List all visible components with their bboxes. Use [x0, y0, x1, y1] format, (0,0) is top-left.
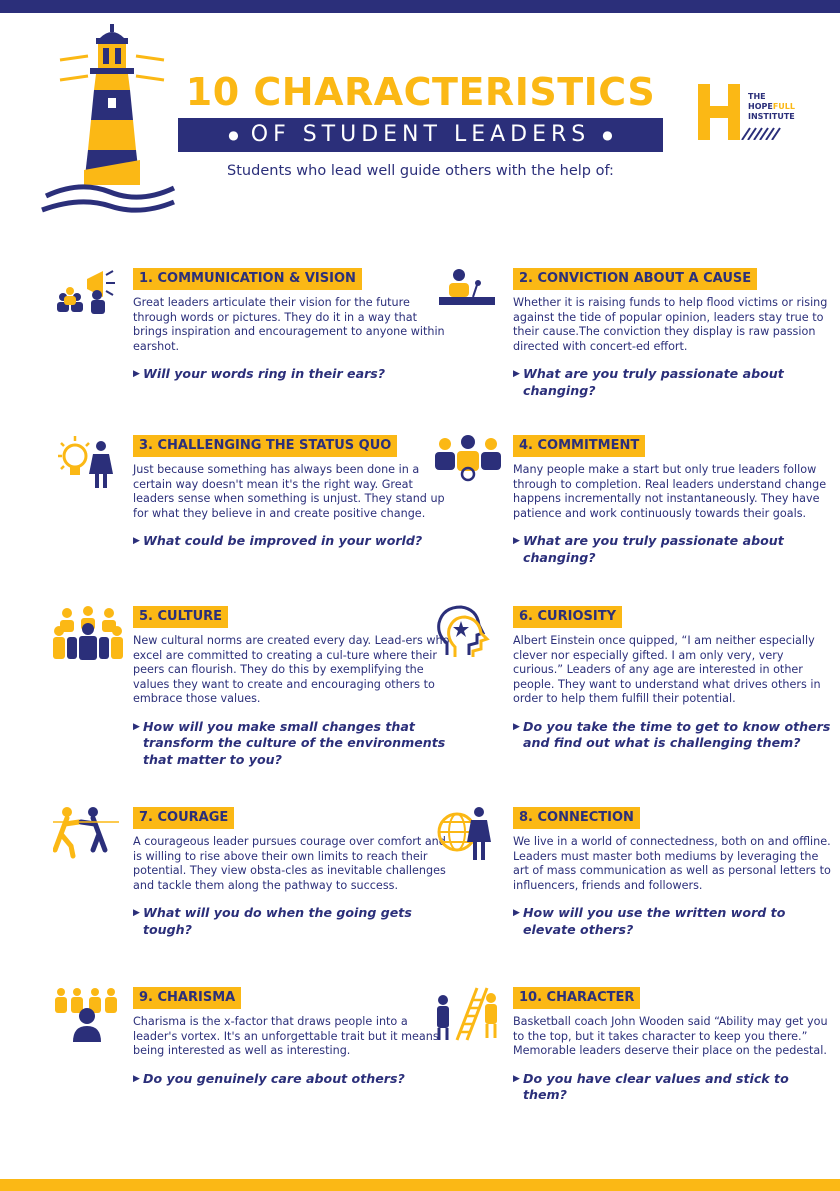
bottom-bar — [0, 1179, 840, 1191]
characteristic-card-9 — [133, 986, 453, 1087]
logo-line-3: INSTITUTE — [748, 112, 795, 121]
subtitle-text: OF STUDENT LEADERS — [250, 122, 591, 147]
top-bar — [0, 0, 840, 13]
page-title: 10 CHARACTERISTICS — [185, 70, 656, 114]
logo-full: FULL — [772, 102, 795, 111]
card-heading: 10. CHARACTER — [513, 987, 640, 1009]
megaphone-audience-icon — [53, 267, 123, 325]
characteristic-card-2 — [513, 267, 833, 399]
card-question — [133, 533, 453, 550]
speaker-podium-icon — [433, 267, 503, 325]
card-body: We live in a world of connectedness, both on and offline. Leaders must master both mediums by leveraging the art of mass communication as well as personal letters to influencers, friends and followers. — [513, 835, 831, 892]
card-question — [513, 366, 833, 399]
card-body: New cultural norms are created every day. Lead-ers who excel are committed to creating a cul-ture where their peers can flourish. They do this by exemplifying the values they want to create and encouraging others to embrace those values. — [133, 634, 450, 706]
card-heading: 6. CURIOSITY — [513, 606, 622, 628]
card-question — [513, 719, 833, 752]
logo-hope: HOPE — [748, 102, 773, 111]
arrow-right-icon: ▶ — [513, 721, 520, 732]
arrow-right-icon: ▶ — [133, 908, 140, 919]
card-heading: 8. CONNECTION — [513, 807, 640, 829]
crowd-leader-icon — [53, 986, 123, 1044]
tug-of-war-icon — [53, 806, 123, 864]
bullet-dot-icon: ● — [602, 128, 613, 142]
arrow-right-icon: ▶ — [513, 908, 520, 919]
head-star-icon — [433, 605, 503, 663]
arrow-right-icon: ▶ — [513, 369, 520, 380]
arrow-right-icon: ▶ — [513, 536, 520, 547]
characteristic-card-10 — [513, 986, 833, 1104]
card-heading: 3. CHALLENGING THE STATUS QUO — [133, 435, 397, 457]
question-text: What are you truly passionate about changing? — [523, 533, 784, 565]
card-heading: 1. COMMUNICATION & VISION — [133, 268, 362, 290]
card-body: Just because something has always been done in a certain way doesn't mean it's the right way. Great leaders sense when something is unjust. They stand up for what they believe in and create positive change. — [133, 463, 445, 520]
card-question — [513, 533, 833, 566]
arrow-right-icon: ▶ — [513, 1073, 520, 1084]
characteristic-card-1 — [133, 267, 453, 383]
card-body: Albert Einstein once quipped, “I am neither especially clever nor especially gifted. I am only very, very curious.” Leaders of any age are interested in other people. They want to understand what drives others in order to help them fulfill their potential. — [513, 634, 821, 706]
page-subtitle — [178, 118, 663, 152]
globe-person-icon — [433, 806, 503, 864]
characteristic-card-5 — [133, 605, 453, 768]
card-body: Whether it is raising funds to help flood victims or rising against the tide of popular opinion, leaders stay true to their cause.The conviction they display is raw passion directed with concert-ed effort. — [513, 296, 828, 353]
characteristic-card-4 — [513, 434, 833, 566]
question-text: What could be improved in your world? — [143, 533, 423, 549]
question-text: How will you make small changes that transform the culture of the environments that matter to you? — [143, 718, 446, 767]
lighthouse-icon — [40, 20, 180, 220]
question-text: Do you take the time to get to know others and find out what is challenging them? — [523, 718, 831, 751]
card-heading: 7. COURAGE — [133, 807, 234, 829]
card-question — [133, 1071, 453, 1088]
card-heading: 5. CULTURE — [133, 606, 228, 628]
question-text: Do you genuinely care about others? — [143, 1070, 405, 1086]
team-medal-icon — [433, 434, 503, 492]
card-body: Charisma is the x-factor that draws people into a leader's vortex. It's an unforgettable trait but it means being interested as well as interesting. — [133, 1015, 439, 1058]
arrow-right-icon: ▶ — [133, 536, 140, 547]
card-question — [133, 905, 453, 938]
question-text: Will your words ring in their ears? — [143, 366, 386, 382]
question-text: What are you truly passionate about changing? — [523, 366, 784, 398]
arrow-right-icon: ▶ — [133, 721, 140, 732]
card-question — [133, 366, 453, 383]
question-text: What will you do when the going gets tough? — [143, 905, 412, 937]
card-body: Basketball coach John Wooden said “Ability may get you to the top, but it takes character to keep you there.” Memorable leaders deserve their place on the pedestal. — [513, 1015, 828, 1058]
logo-text — [748, 92, 795, 122]
arrow-right-icon: ▶ — [133, 369, 140, 380]
card-heading: 2. CONVICTION ABOUT A CAUSE — [513, 268, 757, 290]
question-text: Do you have clear values and stick to them? — [523, 1070, 789, 1103]
logo-line-2 — [748, 102, 795, 112]
arrow-right-icon: ▶ — [133, 1073, 140, 1084]
characteristic-card-3 — [133, 434, 453, 550]
characteristic-card-8 — [513, 806, 833, 938]
card-question — [513, 1071, 833, 1104]
card-body: Many people make a start but only true leaders follow through to completion. Real leaders understand change happens incrementally not instantaneously. They have patience and work continuously towards their goals. — [513, 463, 827, 520]
question-text: How will you use the written word to elevate others? — [523, 905, 786, 937]
ladder-people-icon — [433, 986, 503, 1044]
card-question — [513, 905, 833, 938]
bullet-dot-icon: ● — [228, 128, 239, 142]
card-body: Great leaders articulate their vision for the future through words or pictures. They do it in a way that brings inspiration and encouragement to anyone within earshot. — [133, 296, 445, 353]
card-body: A courageous leader pursues courage over comfort and is willing to rise above their own limits to reach their potential. They view obsta-cles as inevitable challenges and tackle them along the pathway to success. — [133, 835, 446, 892]
intro-text: Students who lead well guide others with the help of: — [227, 163, 614, 179]
card-heading: 9. CHARISMA — [133, 987, 241, 1009]
logo-line-1: THE — [748, 92, 766, 101]
group-people-icon — [53, 605, 123, 663]
characteristic-card-7 — [133, 806, 453, 938]
card-heading: 4. COMMITMENT — [513, 435, 645, 457]
lightbulb-person-icon — [53, 434, 123, 492]
characteristic-card-6 — [513, 605, 833, 752]
card-question — [133, 719, 453, 769]
